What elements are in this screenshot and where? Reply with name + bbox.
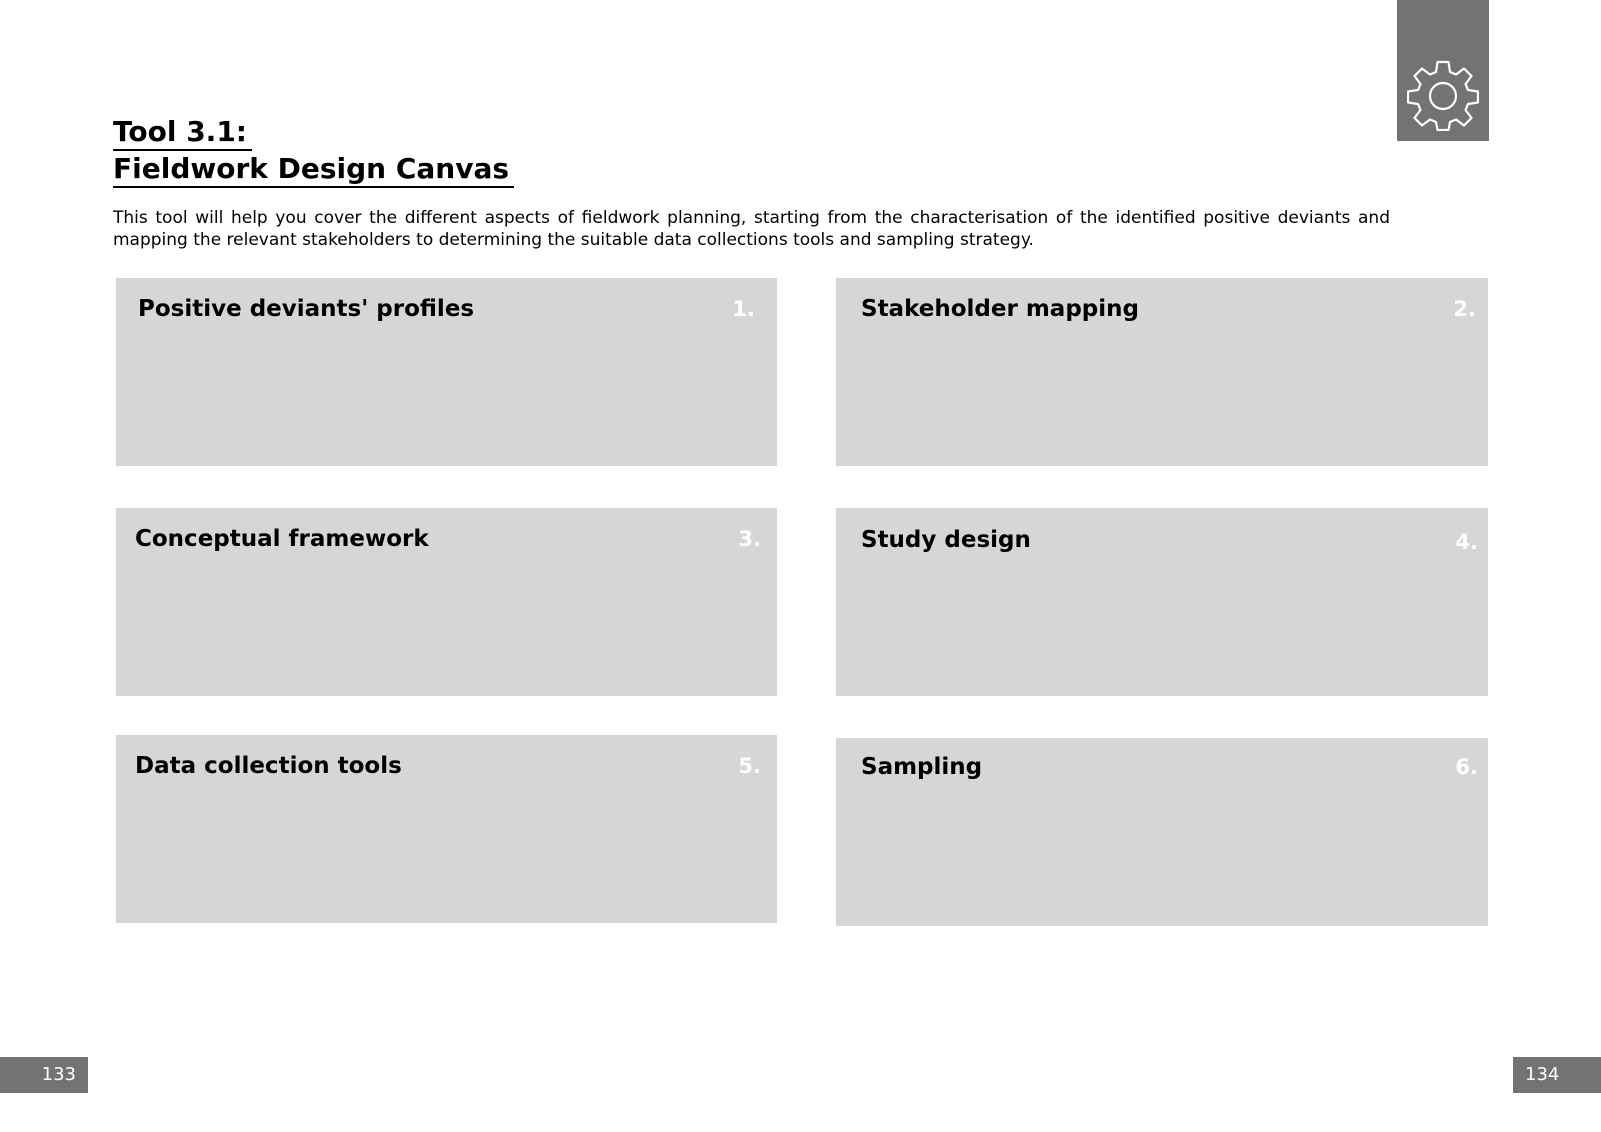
section-tab [1397,0,1489,141]
box-number: 5. [738,754,761,778]
box-number: 6. [1455,755,1478,779]
box-number: 2. [1453,297,1476,321]
title-line-1: Tool 3.1: [113,114,252,151]
box-number: 4. [1455,530,1478,554]
box-label: Study design [861,527,1031,553]
gear-icon [1407,59,1479,131]
page-number-right [1513,1057,1601,1093]
box-label: Stakeholder mapping [861,296,1139,322]
intro-text: This tool will help you cover the different aspects of fieldwork planning, starting from the characterisation of the identified positive deviants and mapping the relevant stakeholders to determining the suitable data collections tools and sampling strategy. [113,208,1390,250]
canvas-box-data-collection-tools [116,735,777,923]
page-number-right-text: 134 [1525,1064,1560,1085]
canvas-box-positive-deviants [116,278,777,466]
title-line-2: Fieldwork Design Canvas [113,151,514,188]
box-number: 3. [738,527,761,551]
box-label: Positive deviants' profiles [138,296,475,322]
canvas-box-stakeholder-mapping [836,278,1488,466]
box-label: Data collection tools [135,753,402,779]
box-label: Sampling [861,754,983,780]
page-title [113,114,514,188]
canvas-box-sampling [836,738,1488,926]
box-number: 1. [732,297,755,321]
canvas-box-study-design [836,508,1488,696]
page-number-left-text: 133 [41,1064,76,1085]
page-number-left [0,1057,88,1093]
canvas-box-conceptual-framework [116,508,777,696]
box-label: Conceptual framework [135,526,429,552]
